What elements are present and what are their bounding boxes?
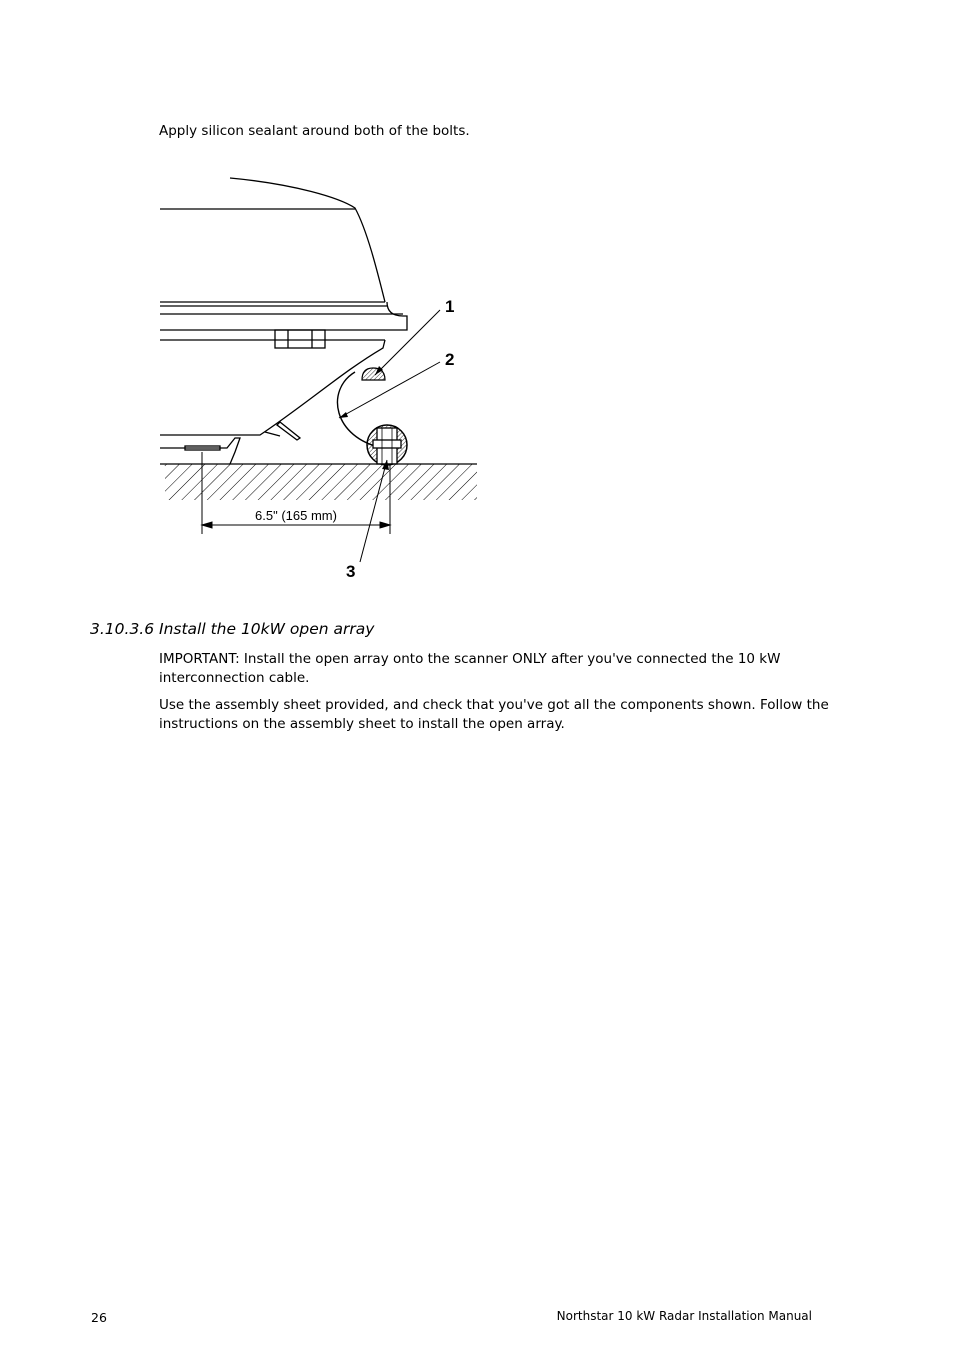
callout-2: 2 (445, 350, 455, 369)
page-number: 26 (91, 1310, 107, 1325)
section-number: 3.10.3.6 (90, 620, 155, 638)
mounting-surface (160, 464, 477, 506)
manual-title: Northstar 10 kW Radar Installation Manual (556, 1309, 812, 1323)
callout-1: 1 (445, 297, 455, 316)
section-title: Install the 10kW open array (159, 620, 375, 638)
installation-diagram (155, 170, 485, 590)
assembly-paragraph: Use the assembly sheet provided, and check that you've got all the components shown. Follow the instructions on the assembly sheet to install the open array. (159, 697, 829, 732)
mounting-bolt (367, 425, 407, 465)
section-heading (90, 620, 374, 638)
intro-paragraph: Apply silicon sealant around both of the bolts. (159, 123, 470, 139)
important-paragraph: IMPORTANT: Install the open array onto the scanner ONLY after you've connected the 10 kW interconnection cable. (159, 651, 781, 686)
radome-dome (160, 178, 385, 302)
dimension-label: 6.5" (165 mm) (255, 508, 337, 523)
callout-3: 3 (346, 562, 356, 581)
